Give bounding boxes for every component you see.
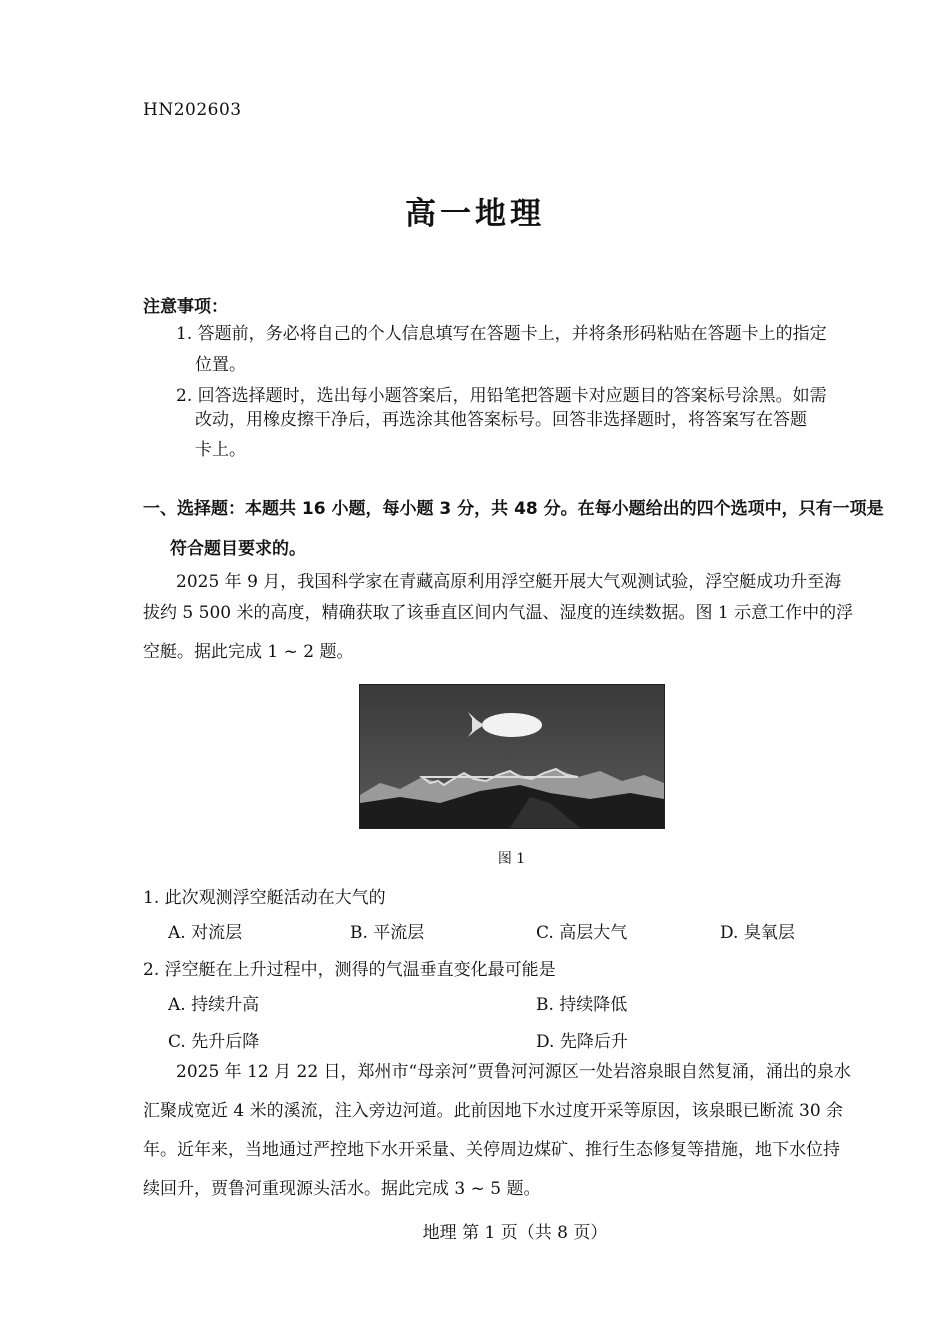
- question-2-option-c: C. 先升后降: [168, 1032, 260, 1052]
- notice-item-2-line-2: 改动，用橡皮擦干净后，再选涂其他答案标号。回答非选择题时，将答案写在答题: [195, 410, 807, 430]
- question-2-option-a: A. 持续升高: [168, 995, 260, 1015]
- figure-1-airship-photo: [359, 684, 665, 829]
- passage-1-line-1: 2025 年 9 月，我国科学家在青藏高原利用浮空艇开展大气观测试验，浮空艇成功升至海: [176, 572, 842, 592]
- notice-item-2-line-1: 2. 回答选择题时，选出每小题答案后，用铅笔把答题卡对应题目的答案标号涂黑。如需: [176, 386, 827, 406]
- notice-item-1-line-1: 1. 答题前，务必将自己的个人信息填写在答题卡上，并将条形码粘贴在答题卡上的指定: [176, 324, 827, 344]
- passage-1-line-2: 拔约 5 500 米的高度，精确获取了该垂直区间内气温、湿度的连续数据。图 1 示意工作中的浮: [143, 603, 854, 623]
- passage-2-line-4: 续回升，贾鲁河重现源头活水。据此完成 3 ~ 5 题。: [143, 1179, 541, 1199]
- question-1-option-d: D. 臭氧层: [720, 923, 795, 943]
- passage-2-line-1: 2025 年 12 月 22 日，郑州市“母亲河”贾鲁河河源区一处岩溶泉眼自然复涌，涌出的泉水: [176, 1062, 851, 1082]
- question-1-option-c: C. 高层大气: [536, 923, 628, 943]
- passage-2-line-2: 汇聚成宽近 4 米的溪流，注入旁边河道。此前因地下水过度开采等原因，该泉眼已断流 30 余: [143, 1101, 844, 1121]
- passage-2-line-3: 年。近年来，当地通过严控地下水开采量、关停周边煤矿、推行生态修复等措施，地下水位持: [143, 1140, 840, 1160]
- figure-1-caption: 图 1: [497, 851, 526, 867]
- page-title: 高一地理: [405, 196, 545, 232]
- exam-code: HN202603: [143, 100, 242, 120]
- question-2-stem: 2. 浮空艇在上升过程中，测得的气温垂直变化最可能是: [143, 960, 556, 980]
- question-2-option-b: B. 持续降低: [536, 995, 628, 1015]
- passage-1-line-3: 空艇。据此完成 1 ~ 2 题。: [143, 642, 354, 662]
- section-heading-line-1: 一、选择题：本题共 16 小题，每小题 3 分，共 48 分。在每小题给出的四个选项中，只有一项是: [143, 499, 884, 519]
- section-heading-line-2: 符合题目要求的。: [170, 539, 306, 559]
- page-footer: 地理 第 1 页（共 8 页）: [422, 1223, 608, 1243]
- notice-item-2-line-3: 卡上。: [195, 440, 246, 460]
- notice-item-1-line-2: 位置。: [195, 355, 246, 375]
- section-heading: [143, 489, 888, 569]
- question-1-option-b: B. 平流层: [350, 923, 425, 943]
- notice-heading: 注意事项：: [143, 297, 228, 317]
- question-2-option-d: D. 先降后升: [536, 1032, 628, 1052]
- question-1-option-a: A. 对流层: [168, 923, 243, 943]
- question-1-stem: 1. 此次观测浮空艇活动在大气的: [143, 888, 386, 908]
